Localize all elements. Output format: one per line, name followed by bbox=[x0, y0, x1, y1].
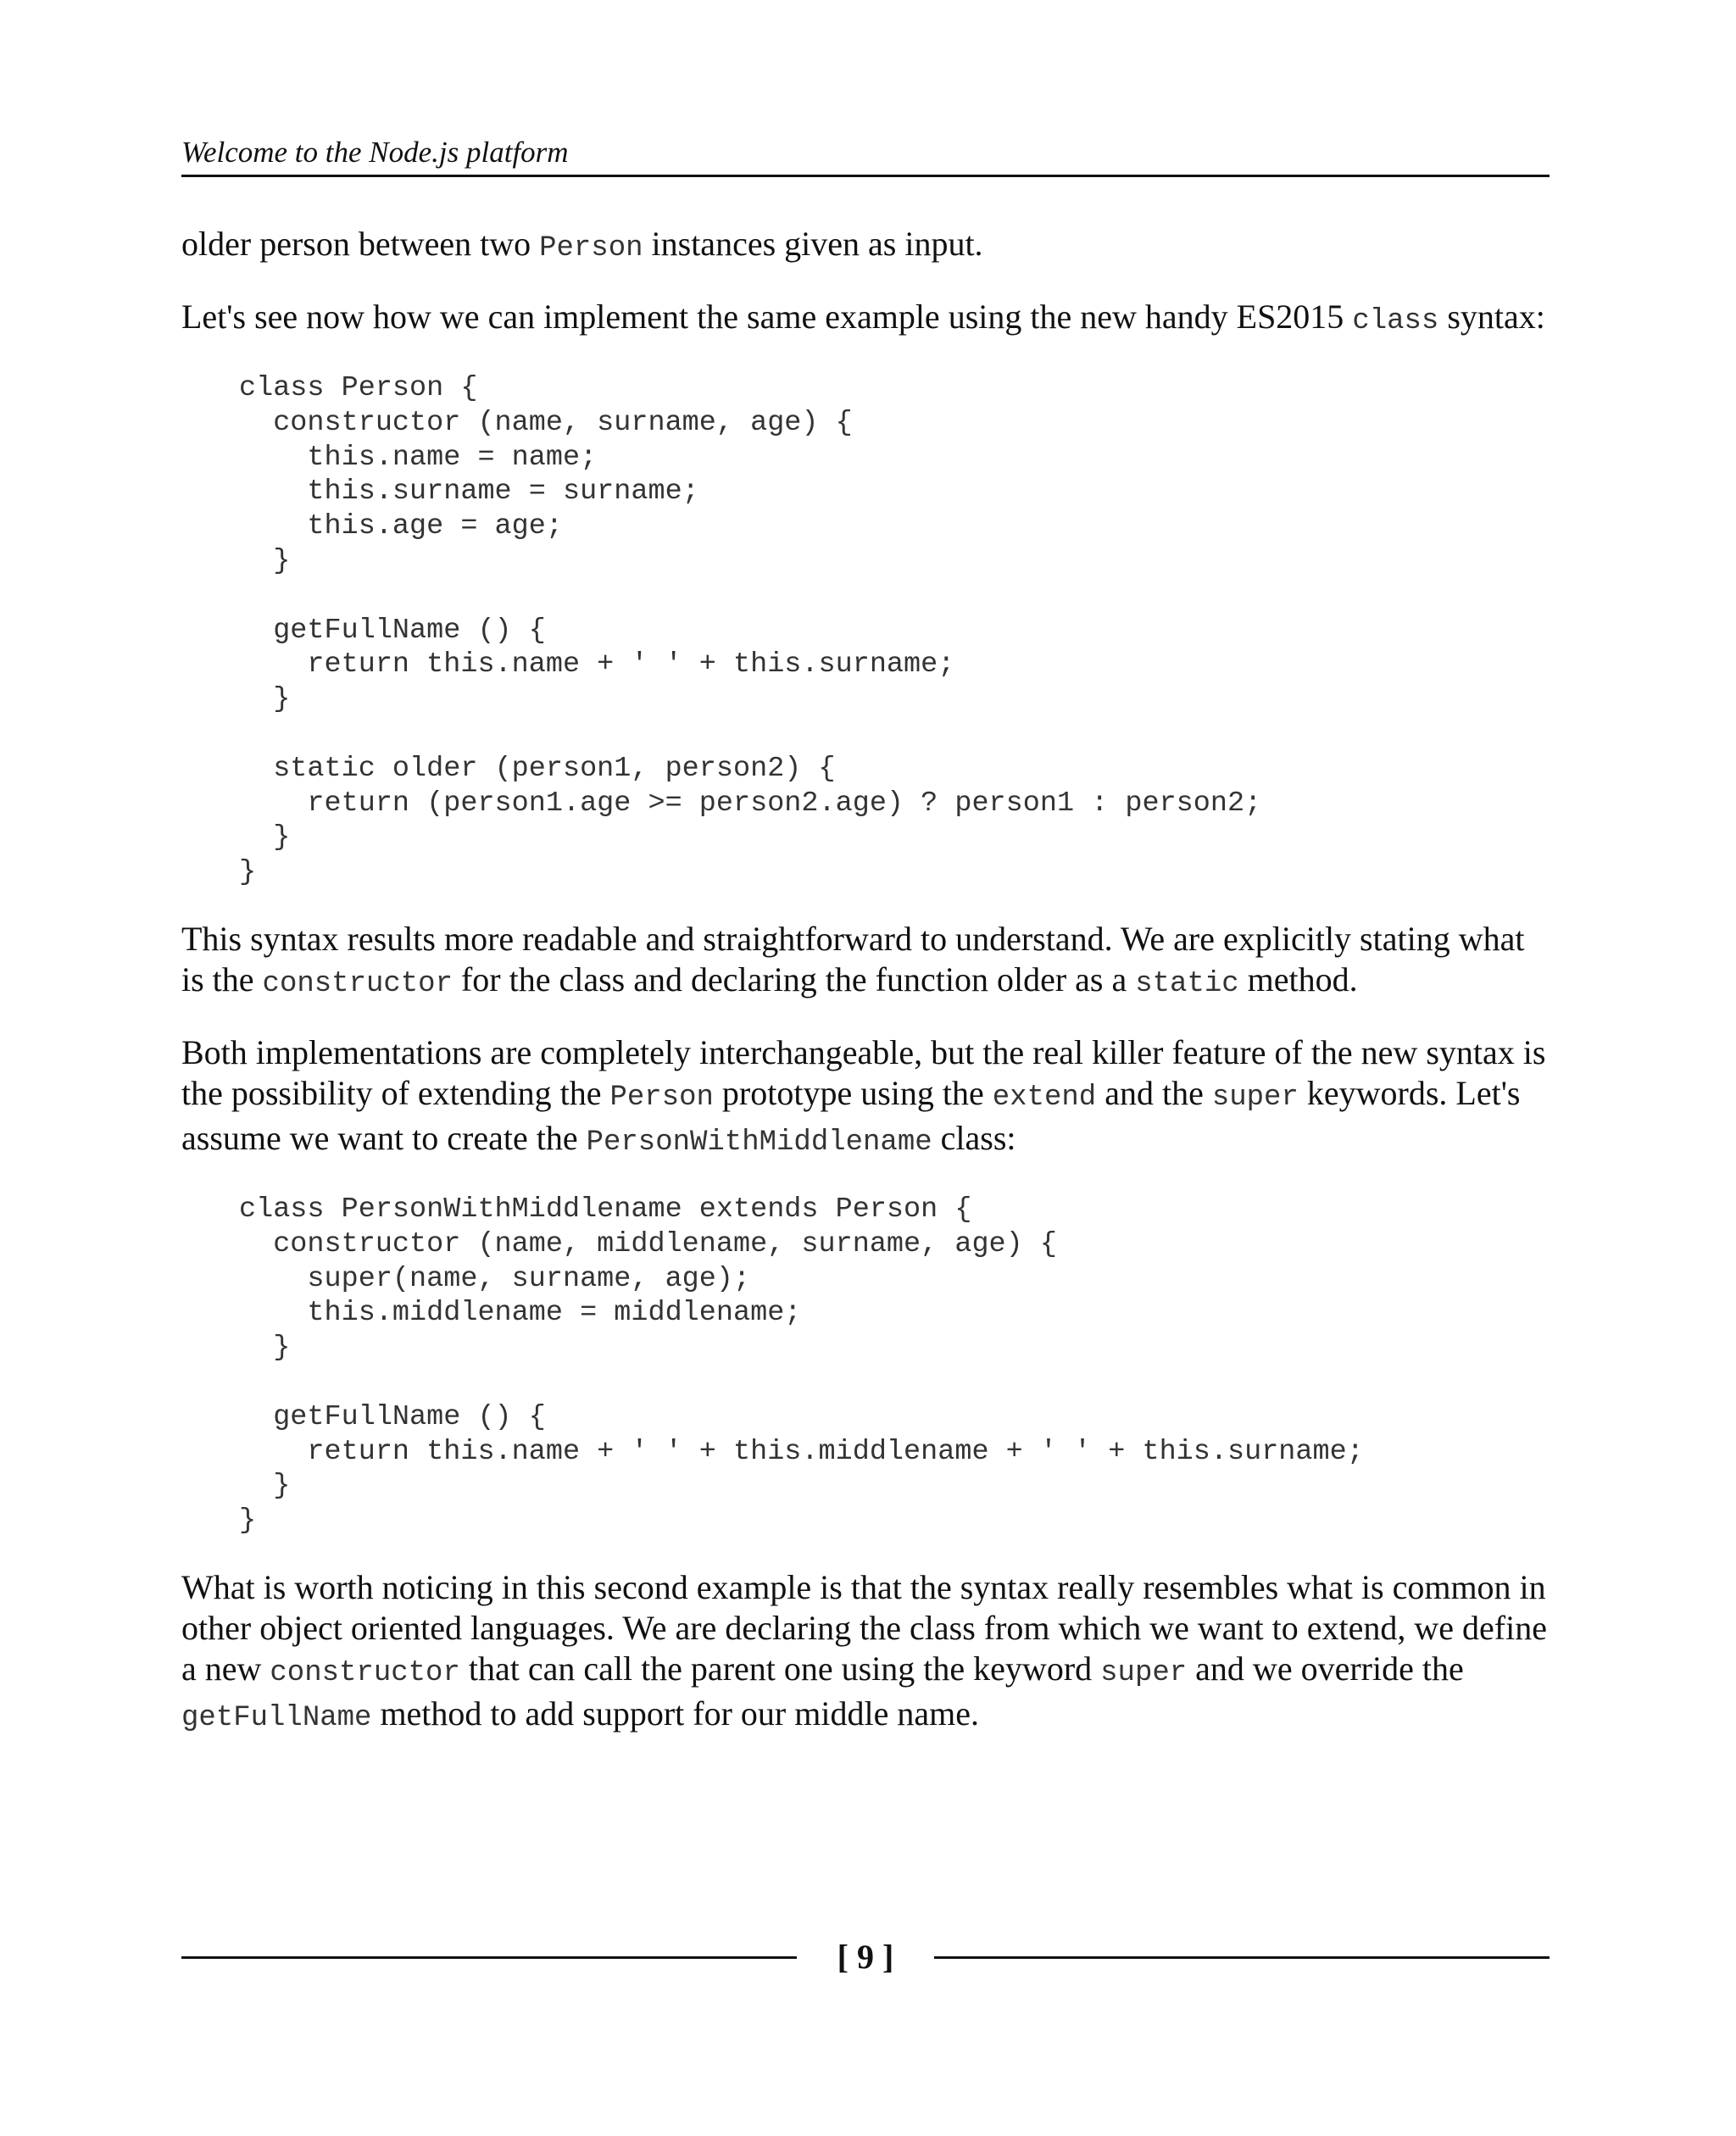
text-run: This syntax results more readable and straightforward to understand. We are explicitly stating what is the bbox=[181, 919, 1525, 998]
text-run: What is worth noticing in this second example is that the syntax really resembles what is common in other object oriented languages. We are declaring the class from which we want to extend, we define a new bbox=[181, 1567, 1547, 1688]
code-block-person-with-middlename-class: class PersonWithMiddlename extends Person { constructor (name, middlename, surname, age) { super(name, surname, age); this.middlename = middlename; } getFullName () { return this.name + ' ' + this.middlename + ' ' + this.surname; } } bbox=[239, 1193, 1364, 1538]
paragraph-1 bbox=[181, 224, 1550, 269]
code-block-person-class: class Person { constructor (name, surname, age) { this.name = name; this.surname = surname; this.age = age; } getFullName () { return this.name + ' ' + this.surname; } static older (person1, person2) { return (person1.age >= person2.age) ? person1 : person2; } } bbox=[239, 372, 1262, 889]
inline-code: super bbox=[1100, 1656, 1188, 1689]
inline-code: Person bbox=[609, 1081, 714, 1114]
inline-code: class bbox=[1352, 305, 1439, 337]
footer-divider-right bbox=[934, 1956, 1550, 1959]
page-footer bbox=[181, 1933, 1550, 1983]
text-run: class: bbox=[932, 1118, 1016, 1157]
inline-code: constructor bbox=[270, 1656, 460, 1689]
inline-code: constructor bbox=[262, 967, 453, 1000]
text-run: method to add support for our middle name. bbox=[371, 1694, 979, 1733]
text-run: Let's see now how we can implement the same example using the new handy ES2015 bbox=[181, 298, 1353, 336]
paragraph-2 bbox=[181, 297, 1550, 342]
text-run: keywords. Let's assume we want to create the bbox=[181, 1073, 1521, 1157]
text-run: and we override the bbox=[1187, 1649, 1464, 1688]
inline-code: PersonWithMiddlename bbox=[586, 1126, 932, 1159]
header-divider bbox=[181, 175, 1550, 177]
running-header bbox=[181, 134, 1550, 171]
text-run: instances given as input. bbox=[643, 225, 983, 263]
text-run: for the class and declaring the function older as a bbox=[452, 960, 1136, 998]
text-run: that can call the parent one using the keyword bbox=[459, 1649, 1101, 1688]
paragraph-3 bbox=[181, 919, 1550, 1004]
text-run: older person between two bbox=[181, 225, 540, 263]
text-run: Both implementations are completely interchangeable, but the real killer feature of the new syntax is the possibility of extending the bbox=[181, 1032, 1546, 1112]
text-run: method. bbox=[1238, 960, 1358, 998]
header-title: Welcome to the Node.js platform bbox=[181, 136, 569, 169]
text-run: prototype using the bbox=[713, 1073, 993, 1112]
paragraph-5 bbox=[181, 1567, 1550, 1738]
inline-code: super bbox=[1211, 1081, 1299, 1114]
inline-code: static bbox=[1135, 967, 1239, 1000]
text-run: syntax: bbox=[1438, 298, 1545, 336]
inline-code: extend bbox=[992, 1081, 1097, 1114]
page-body bbox=[181, 224, 1550, 1738]
inline-code: getFullName bbox=[181, 1701, 372, 1734]
inline-code: Person bbox=[539, 232, 643, 264]
page-number: [ 9 ] bbox=[837, 1938, 894, 1976]
text-run: and the bbox=[1096, 1073, 1212, 1112]
paragraph-4 bbox=[181, 1032, 1550, 1163]
